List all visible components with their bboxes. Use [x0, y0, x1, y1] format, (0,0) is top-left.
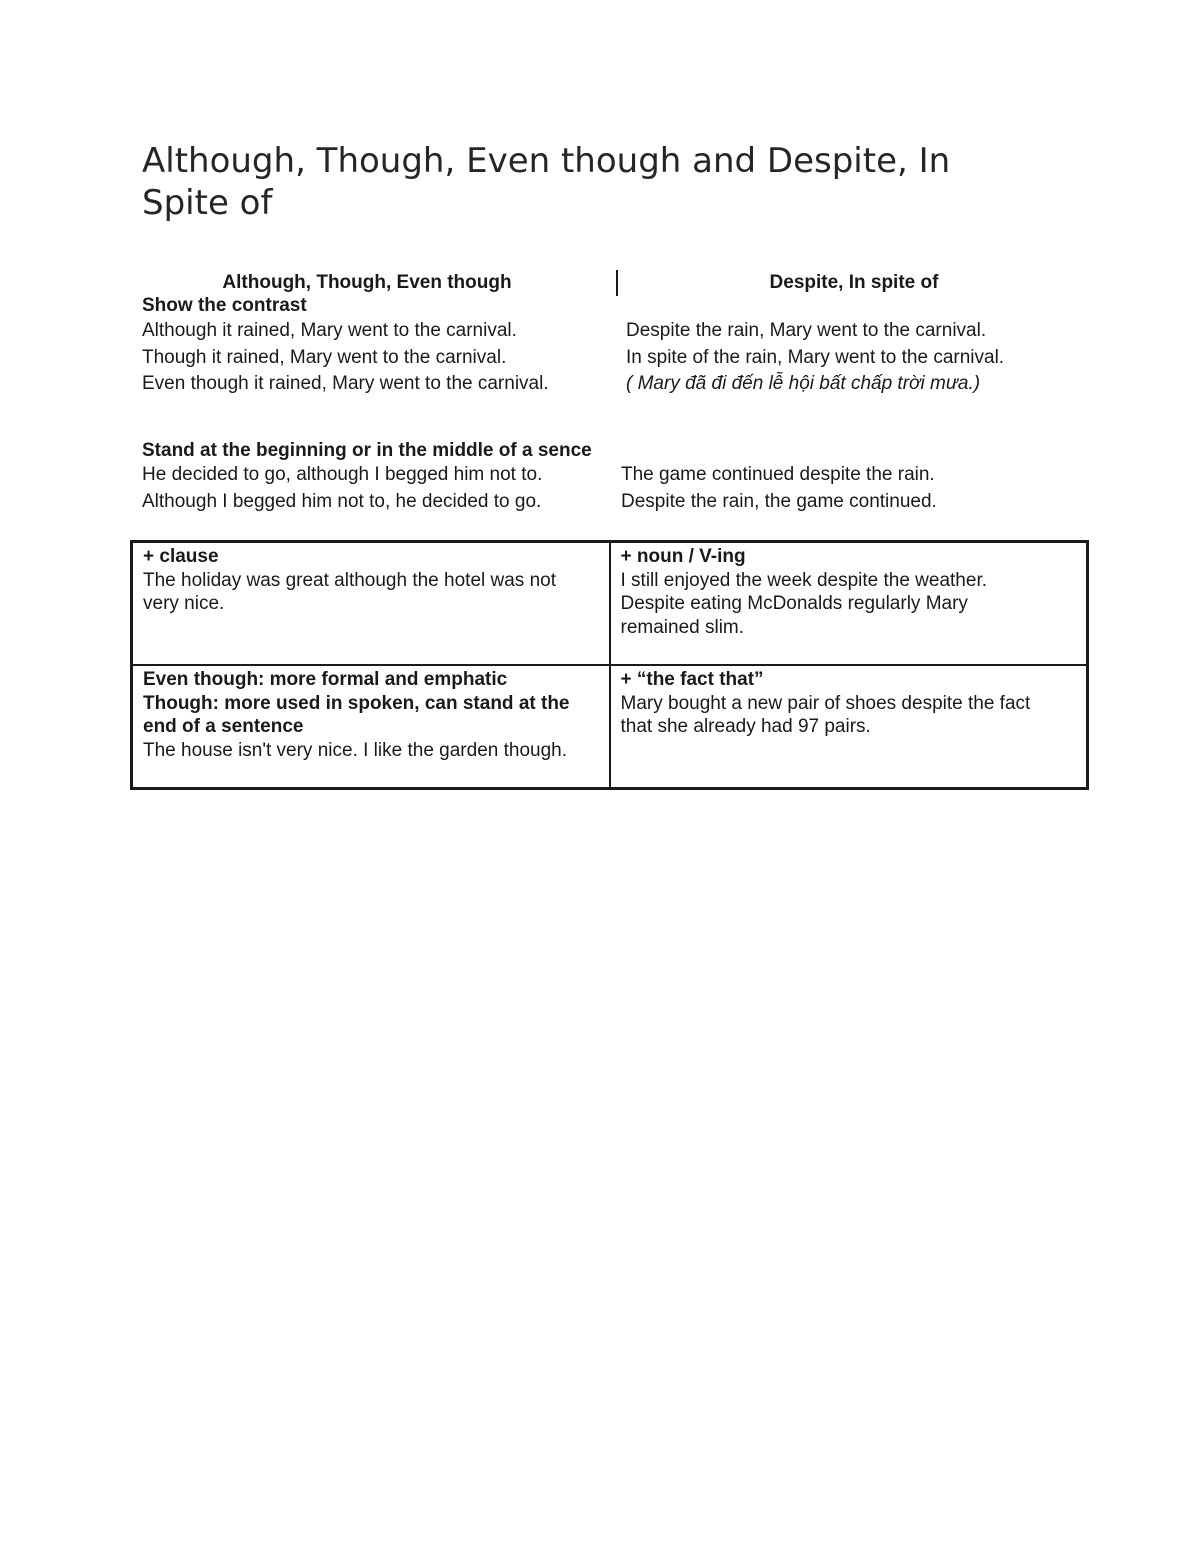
grammar-table — [130, 540, 1089, 790]
contrast-examples-right — [626, 318, 1004, 398]
example-sentence: Even though it rained, Mary went to the carnival. — [142, 373, 549, 394]
table-cell-noun-ving — [610, 542, 1088, 666]
cell-text: The holiday was great although the hotel was not — [143, 569, 556, 591]
cell-text: that she already had 97 pairs. — [620, 716, 871, 737]
header-despite: Despite, In spite of — [769, 272, 939, 293]
cell-text: Despite eating McDonalds regularly Mary — [620, 593, 968, 614]
cell-text: remained slim. — [620, 616, 745, 638]
table-cell-the-fact-that — [610, 665, 1088, 789]
cell-heading: + “the fact that” — [620, 669, 764, 690]
page-title: Although, Though, Even though and Despite, In Spite of — [142, 141, 951, 223]
header-although: Although, Though, Even though — [222, 272, 512, 293]
cell-heading: Though: more used in spoken, can stand at the — [143, 692, 570, 714]
example-sentence: He decided to go, although I begged him not to. — [142, 464, 543, 485]
table-cell-clause — [132, 542, 610, 666]
position-examples-right — [621, 462, 937, 515]
cell-heading: end of a sentence — [143, 716, 304, 737]
section-heading-position: Stand at the beginning or in the middle of a sence — [142, 440, 592, 461]
contrast-examples-left — [142, 318, 549, 398]
cell-text: Mary bought a new pair of shoes despite the fact — [620, 692, 1031, 714]
example-sentence: Despite the rain, the game continued. — [621, 490, 937, 512]
example-sentence: Despite the rain, Mary went to the carnival. — [626, 320, 987, 341]
example-sentence: The game continued despite the rain. — [621, 464, 935, 485]
example-sentence: Though it rained, Mary went to the carnival. — [142, 346, 507, 368]
cell-text: very nice. — [143, 593, 225, 614]
cell-text: The house isn't very nice. I like the garden though. — [143, 739, 567, 761]
example-sentence: Although it rained, Mary went to the carnival. — [142, 320, 517, 341]
table-row — [132, 665, 1088, 789]
position-examples-left — [142, 462, 542, 515]
cell-heading: + clause — [143, 546, 219, 567]
cell-text: I still enjoyed the week despite the weather. — [620, 569, 988, 591]
cell-heading: Even though: more formal and emphatic — [143, 669, 508, 690]
cell-heading: + noun / V-ing — [620, 546, 746, 567]
section-heading-contrast: Show the contrast — [142, 295, 307, 316]
example-sentence: Although I begged him not to, he decided to go. — [142, 490, 542, 512]
example-sentence: In spite of the rain, Mary went to the carnival. — [626, 346, 1005, 368]
table-cell-even-though — [132, 665, 610, 789]
translation-note: ( Mary đã đi đến lễ hội bất chấp trời mưa.) — [626, 373, 981, 394]
table-row — [132, 542, 1088, 666]
